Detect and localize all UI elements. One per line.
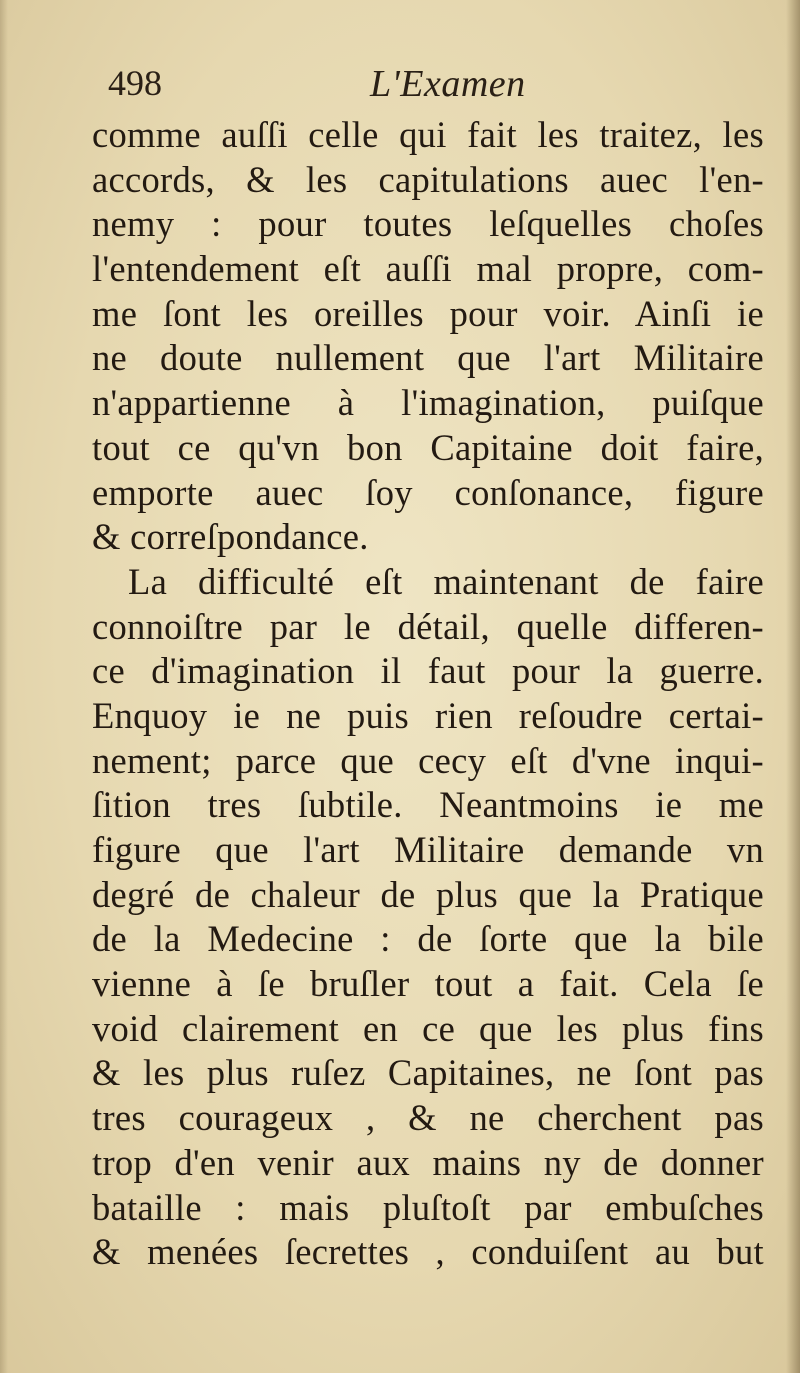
text-line: l'entendement eſt auſſi mal propre, com- (92, 248, 764, 290)
text-line: & menées ſecrettes , conduiſent au but (92, 1231, 764, 1273)
page-number: 498 (108, 63, 162, 103)
text-line: tres courageux , & ne cherchent pas (92, 1097, 764, 1139)
text-line: trop d'en venir aux mains ny de donner (92, 1141, 764, 1183)
paragraph-start-line: La difficulté eſt maintenant de faire (128, 560, 764, 602)
text-line: nemy : pour toutes leſquelles choſes (92, 203, 764, 245)
text-line: & les plus ruſez Capitaines, ne ſont pas (92, 1052, 764, 1094)
page-right-edge (786, 0, 800, 1373)
text-line: figure que l'art Militaire demande vn (92, 829, 764, 870)
text-line: comme auſſi celle qui fait les traitez, les (92, 114, 764, 155)
text-line: de la Medecine : de ſorte que la bile (92, 918, 764, 960)
text-line: ce d'imagination il faut pour la guerre. (92, 650, 764, 692)
text-line: me ſont les oreilles pour voir. Ainſi ie (92, 292, 764, 334)
text-line: ſition tres ſubtile. Neantmoins ie me (92, 784, 764, 826)
text-line: vienne à ſe bruſler tout a fait. Cela ſe (92, 963, 764, 1005)
text-line: emporte auec ſoy conſonance, figure (92, 471, 764, 513)
text-line: nement; parce que cecy eſt d'vne inqui- (92, 739, 764, 781)
page-left-edge (0, 0, 8, 1373)
text-line: bataille : mais pluſtoſt par embuſches (92, 1186, 764, 1228)
running-head: L'Examen (370, 63, 526, 105)
text-line: ne doute nullement que l'art Militaire (92, 337, 764, 379)
text-line: n'appartienne à l'imagination, puiſque (92, 382, 764, 424)
text-line: accords, & les capitulations auec l'en- (92, 158, 764, 200)
text-line: void clairement en ce que les plus fins (92, 1007, 764, 1049)
text-line: Enquoy ie ne puis rien reſoudre certai- (92, 694, 764, 736)
text-line: connoiſtre par le détail, quelle differen- (92, 605, 764, 647)
text-line: degré de chaleur de plus que la Pratique (92, 873, 764, 915)
page-header (100, 62, 760, 112)
body-text (92, 113, 764, 1275)
text-line: & correſpondance. (92, 516, 369, 558)
text-line: tout ce qu'vn bon Capitaine doit faire, (92, 426, 764, 468)
